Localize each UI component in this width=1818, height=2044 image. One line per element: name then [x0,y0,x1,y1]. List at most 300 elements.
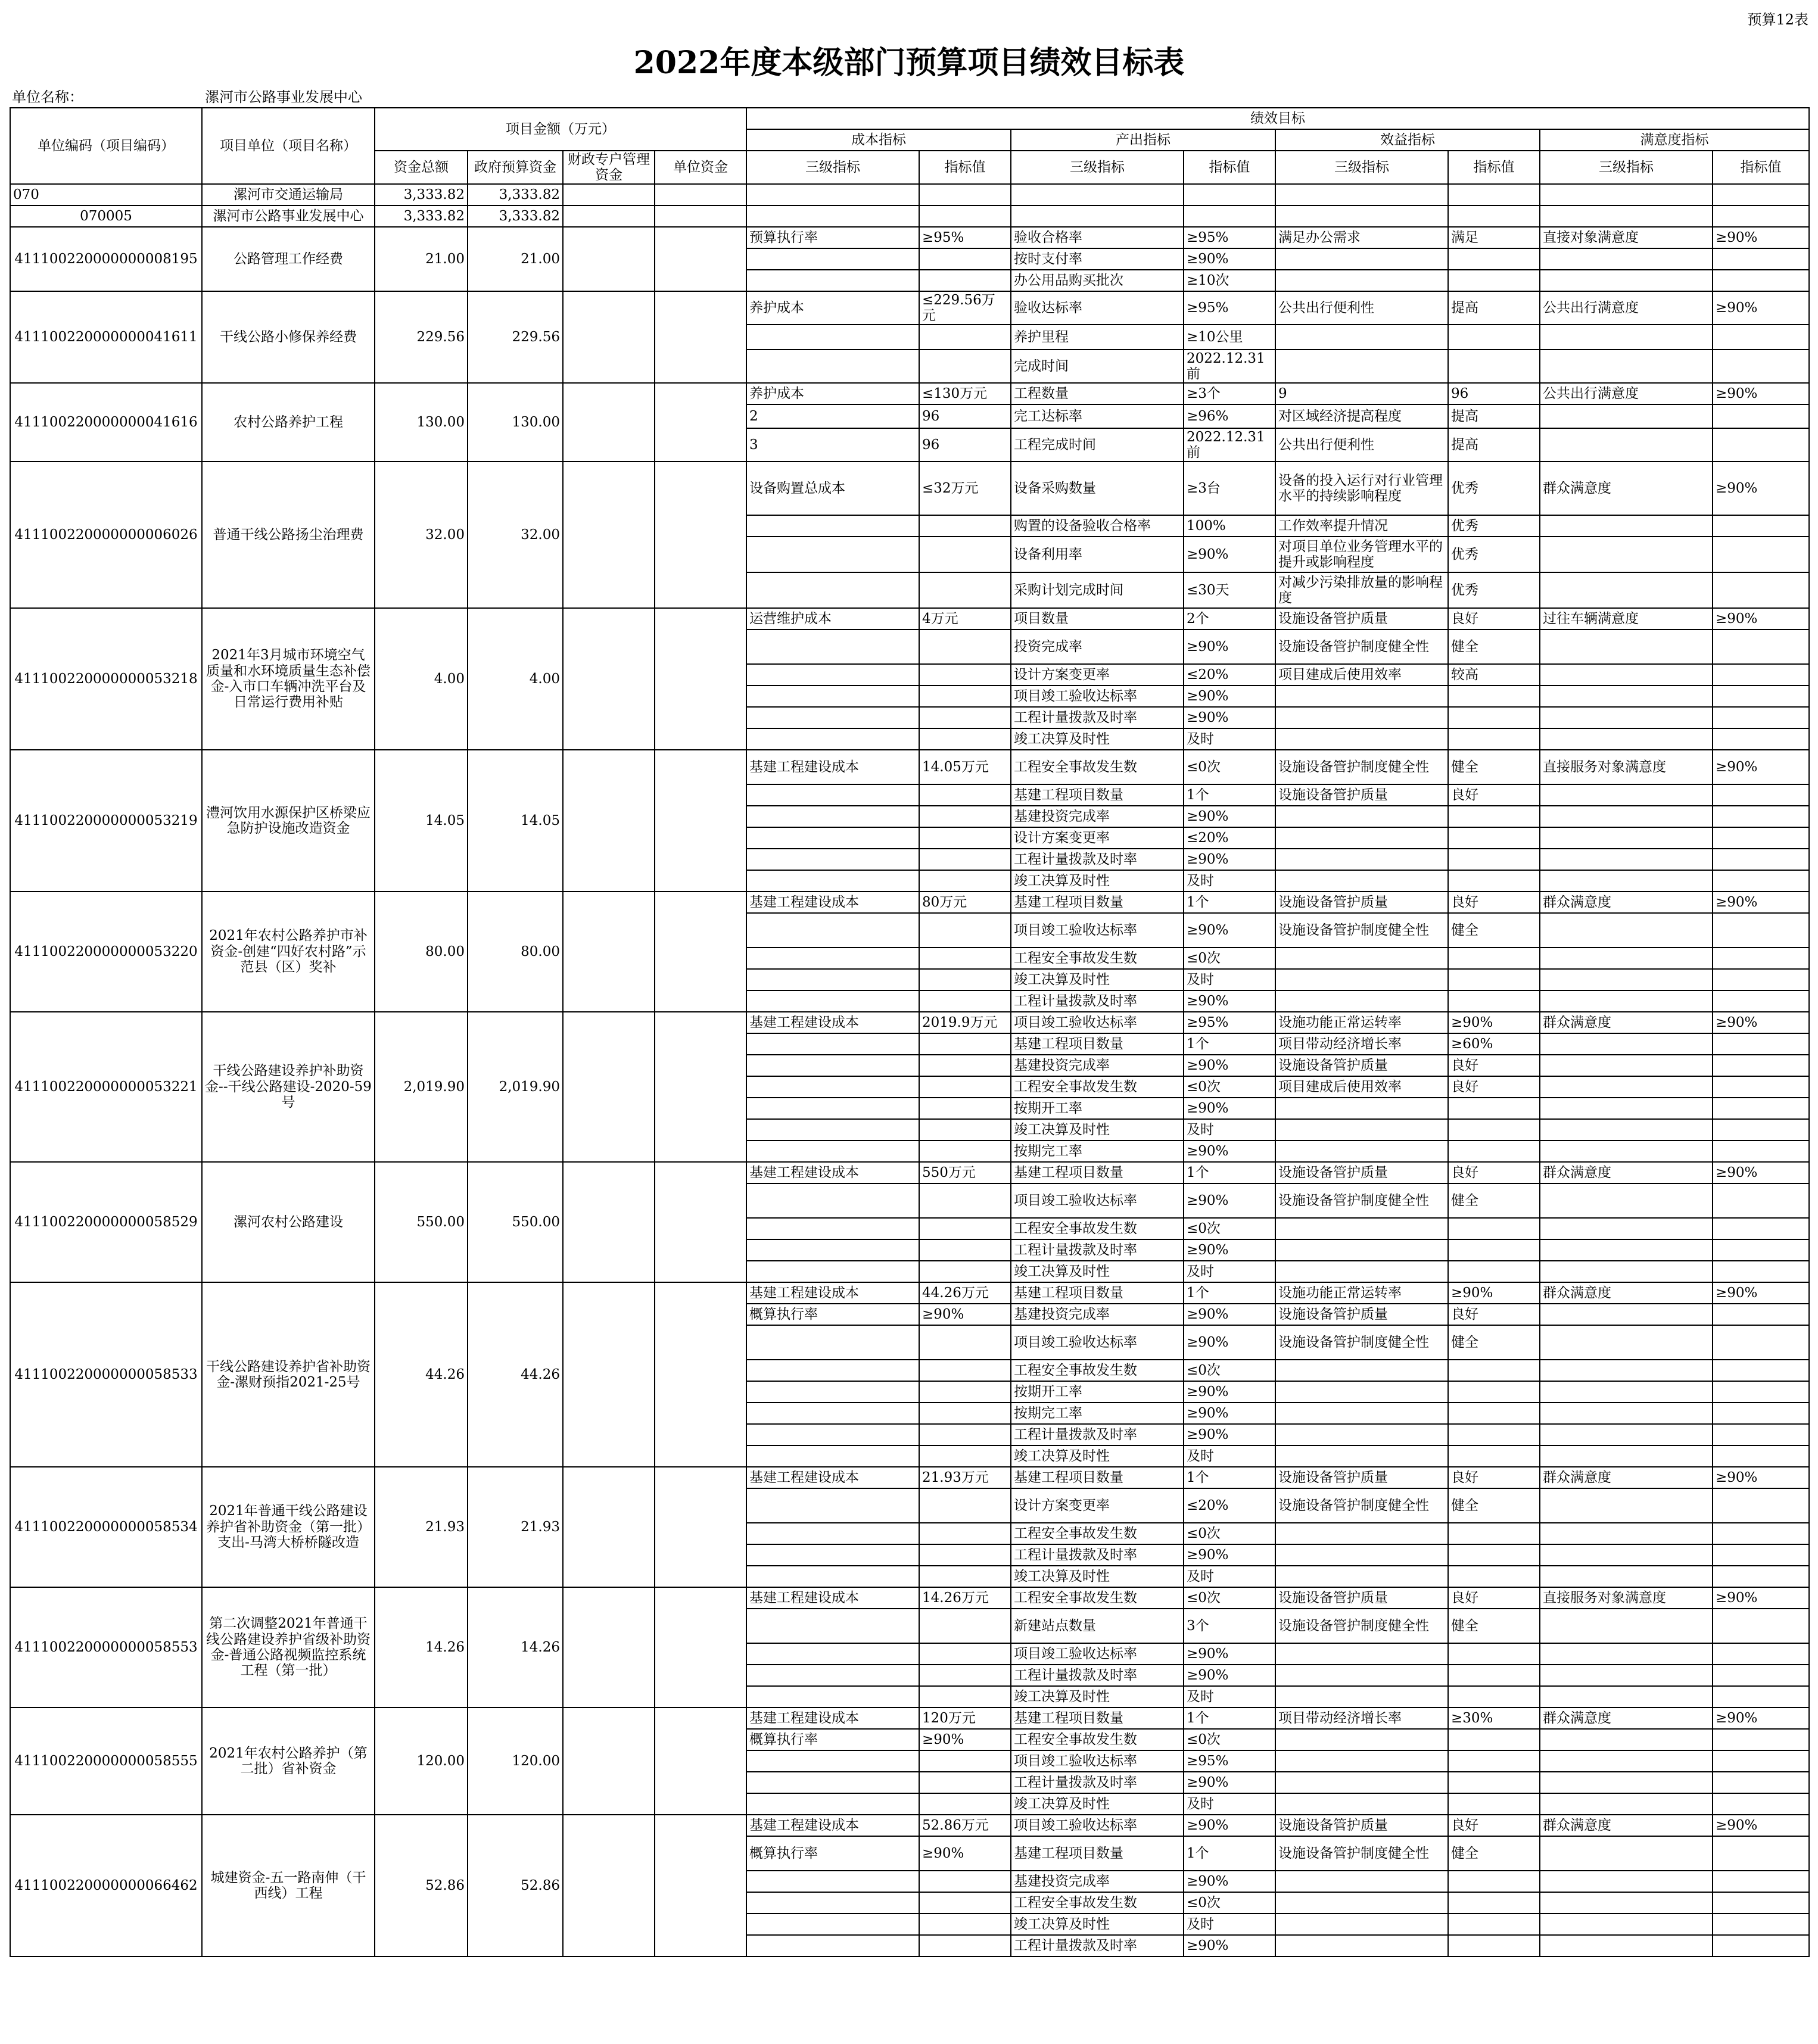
cost-indicator [746,572,919,608]
benefit-indicator [1275,1098,1448,1119]
output-value: 及时 [1184,1793,1275,1815]
satisfaction-indicator: 过往车辆满意度 [1540,608,1713,630]
output-indicator: 验收达标率 [1011,291,1184,325]
project-fiscal-special-funds [563,1708,655,1815]
cost-value [919,1076,1011,1098]
satisfaction-indicator: 群众满意度 [1540,1282,1713,1304]
satisfaction-indicator [1540,990,1713,1012]
cost-indicator [746,1261,919,1282]
output-indicator: 工程安全事故发生数 [1011,1523,1184,1544]
cost-indicator [746,948,919,969]
cost-indicator [746,1033,919,1055]
satisfaction-value [1713,827,1809,849]
satisfaction-indicator: 群众满意度 [1540,1162,1713,1183]
satisfaction-value [1713,1033,1809,1055]
satisfaction-indicator [1540,1914,1713,1935]
project-total-funds: 229.56 [375,291,468,383]
summary-fiscal-special [563,205,655,227]
output-value: 及时 [1184,969,1275,990]
table-row [10,1587,1809,1609]
satisfaction-indicator [1540,1098,1713,1119]
satisfaction-indicator [1540,1360,1713,1381]
satisfaction-indicator [1540,1055,1713,1076]
cost-indicator: 设备购置总成本 [746,462,919,515]
benefit-value [1448,686,1540,707]
cost-indicator [746,1239,919,1261]
benefit-value: 良好 [1448,608,1540,630]
benefit-value: 96 [1448,383,1540,404]
benefit-value: 健全 [1448,1488,1540,1523]
satisfaction-indicator [1540,404,1713,428]
output-value: ≥90% [1184,990,1275,1012]
cost-value [919,1935,1011,1956]
output-value: ≥3台 [1184,462,1275,515]
project-total-funds: 21.93 [375,1467,468,1587]
benefit-indicator [1275,870,1448,892]
table-row [10,291,1809,325]
output-indicator: 按期完工率 [1011,1403,1184,1424]
output-indicator: 工程安全事故发生数 [1011,1892,1184,1914]
output-value: ≤0次 [1184,1360,1275,1381]
cost-value [919,1686,1011,1708]
output-indicator: 工程数量 [1011,383,1184,404]
output-indicator: 设计方案变更率 [1011,1488,1184,1523]
summary-gov-budget: 3,333.82 [468,184,563,205]
cost-indicator [746,1055,919,1076]
cost-indicator [746,1403,919,1424]
summary-row-department [10,184,1809,205]
satisfaction-indicator: 直接对象满意度 [1540,227,1713,248]
benefit-value: 健全 [1448,913,1540,948]
benefit-value [1448,1381,1540,1403]
project-unit-funds [655,1815,746,1956]
page-title: 2022年度本级部门预算项目绩效目标表 [633,45,1185,81]
satisfaction-value [1713,350,1809,383]
summary-gov-budget: 3,333.82 [468,205,563,227]
output-value: ≤30天 [1184,572,1275,608]
header-satisfaction-level3: 三级指标 [1540,151,1713,184]
project-gov-budget-funds: 2,019.90 [468,1012,563,1162]
cost-value [919,1055,1011,1076]
cost-value: 44.26万元 [919,1282,1011,1304]
satisfaction-indicator [1540,1609,1713,1643]
project-code: 411100220000000053221 [10,1012,202,1162]
benefit-value [1448,1566,1540,1587]
summary-code: 070005 [10,205,202,227]
output-indicator: 基建投资完成率 [1011,806,1184,827]
output-value: ≥90% [1184,248,1275,270]
satisfaction-value [1713,990,1809,1012]
benefit-indicator [1275,686,1448,707]
output-value: ≥90% [1184,1239,1275,1261]
benefit-value: 健全 [1448,750,1540,784]
satisfaction-value [1713,1566,1809,1587]
benefit-value: 健全 [1448,1183,1540,1218]
benefit-value: 健全 [1448,630,1540,664]
cost-value [919,1488,1011,1523]
cost-value [919,1218,1011,1239]
cost-value [919,572,1011,608]
output-indicator: 工程计量拨款及时率 [1011,990,1184,1012]
benefit-indicator: 设施设备管护质量 [1275,1162,1448,1183]
satisfaction-value [1713,1729,1809,1750]
satisfaction-indicator [1540,1119,1713,1141]
header-benefit-level3: 三级指标 [1275,151,1448,184]
benefit-indicator [1275,1772,1448,1793]
output-indicator: 工程计量拨款及时率 [1011,1544,1184,1566]
output-value: ≥90% [1184,1935,1275,1956]
output-indicator: 基建工程项目数量 [1011,784,1184,806]
output-indicator: 工程计量拨款及时率 [1011,849,1184,870]
satisfaction-indicator [1540,827,1713,849]
cost-indicator: 基建工程建设成本 [746,750,919,784]
satisfaction-value [1713,1055,1809,1076]
satisfaction-value [1713,784,1809,806]
benefit-value [1448,1141,1540,1162]
cost-indicator [746,1183,919,1218]
benefit-indicator [1275,1445,1448,1467]
project-total-funds: 4.00 [375,608,468,750]
project-fiscal-special-funds [563,1162,655,1282]
benefit-indicator: 项目建成后使用效率 [1275,664,1448,686]
satisfaction-value [1713,1360,1809,1381]
satisfaction-value: ≥90% [1713,1708,1809,1729]
satisfaction-value [1713,1119,1809,1141]
table-row [10,227,1809,248]
project-fiscal-special-funds [563,1467,655,1587]
benefit-indicator: 设施设备管护制度健全性 [1275,913,1448,948]
output-value: 1个 [1184,1467,1275,1488]
output-indicator: 项目竣工验收达标率 [1011,686,1184,707]
output-indicator: 基建工程项目数量 [1011,892,1184,913]
output-value: 及时 [1184,1445,1275,1467]
benefit-indicator [1275,1218,1448,1239]
output-indicator: 完工达标率 [1011,404,1184,428]
satisfaction-value [1713,515,1809,537]
header-gov-budget-funds: 政府预算资金 [468,151,563,184]
benefit-value: 健全 [1448,1325,1540,1360]
cost-value [919,350,1011,383]
cost-indicator: 预算执行率 [746,227,919,248]
benefit-value: 健全 [1448,1609,1540,1643]
cost-indicator [746,270,919,291]
benefit-value [1448,806,1540,827]
output-value: ≥90% [1184,1304,1275,1325]
project-name: 公路管理工作经费 [202,227,375,291]
cost-value [919,849,1011,870]
cost-indicator [746,806,919,827]
cost-indicator: 基建工程建设成本 [746,1815,919,1836]
cost-indicator: 概算执行率 [746,1729,919,1750]
cost-indicator: 基建工程建设成本 [746,1282,919,1304]
cost-indicator [746,1609,919,1643]
satisfaction-value [1713,1218,1809,1239]
cost-indicator [746,1643,919,1665]
satisfaction-indicator [1540,806,1713,827]
project-code: 411100220000000058534 [10,1467,202,1587]
output-value: ≤0次 [1184,1892,1275,1914]
benefit-indicator [1275,1914,1448,1935]
cost-indicator [746,630,919,664]
cost-value: ≥90% [919,1729,1011,1750]
cost-value [919,1523,1011,1544]
table-row [10,1467,1809,1488]
output-indicator: 工程计量拨款及时率 [1011,1772,1184,1793]
satisfaction-value [1713,1871,1809,1892]
satisfaction-indicator [1540,948,1713,969]
output-value: ≥90% [1184,1403,1275,1424]
satisfaction-value [1713,948,1809,969]
cost-indicator: 概算执行率 [746,1836,919,1871]
benefit-indicator [1275,350,1448,383]
benefit-indicator [1275,1523,1448,1544]
cost-indicator [746,1218,919,1239]
cost-value: ≥90% [919,1836,1011,1871]
output-value: ≥90% [1184,686,1275,707]
satisfaction-indicator: 群众满意度 [1540,1708,1713,1729]
cost-value [919,630,1011,664]
benefit-value: 优秀 [1448,462,1540,515]
output-indicator: 基建投资完成率 [1011,1055,1184,1076]
satisfaction-indicator [1540,1403,1713,1424]
table-header [10,108,1809,184]
cost-indicator: 运营维护成本 [746,608,919,630]
benefit-value [1448,1643,1540,1665]
output-value: ≥90% [1184,1381,1275,1403]
project-gov-budget-funds: 120.00 [468,1708,563,1815]
satisfaction-value [1713,1261,1809,1282]
benefit-value [1448,1871,1540,1892]
satisfaction-value [1713,686,1809,707]
output-value: ≤0次 [1184,1076,1275,1098]
satisfaction-value [1713,1523,1809,1544]
satisfaction-indicator [1540,1871,1713,1892]
satisfaction-value [1713,1098,1809,1119]
satisfaction-value [1713,1544,1809,1566]
benefit-value [1448,1403,1540,1424]
cost-indicator: 基建工程建设成本 [746,1162,919,1183]
cost-indicator [746,1445,919,1467]
cost-indicator [746,1914,919,1935]
project-name: 干线公路小修保养经费 [202,291,375,383]
output-value: 1个 [1184,1162,1275,1183]
satisfaction-indicator [1540,1523,1713,1544]
satisfaction-value [1713,1183,1809,1218]
output-indicator: 竣工决算及时性 [1011,1261,1184,1282]
benefit-indicator [1275,1566,1448,1587]
output-indicator: 新建站点数量 [1011,1609,1184,1643]
header-amount-group: 项目金额（万元） [375,108,746,151]
output-value: ≥3个 [1184,383,1275,404]
cost-indicator [746,990,919,1012]
project-code: 411100220000000006026 [10,462,202,608]
cost-value: 21.93万元 [919,1467,1011,1488]
satisfaction-value [1713,870,1809,892]
benefit-indicator [1275,806,1448,827]
satisfaction-indicator [1540,969,1713,990]
project-unit-funds [655,750,746,892]
satisfaction-indicator [1540,572,1713,608]
output-indicator: 项目竣工验收达标率 [1011,1012,1184,1033]
header-total-funds: 资金总额 [375,151,468,184]
cost-value [919,686,1011,707]
satisfaction-value [1713,1665,1809,1686]
summary-row-unit [10,205,1809,227]
project-total-funds: 21.00 [375,227,468,291]
satisfaction-indicator: 公共出行满意度 [1540,383,1713,404]
output-indicator: 项目竣工验收达标率 [1011,1325,1184,1360]
benefit-value: 优秀 [1448,515,1540,537]
satisfaction-indicator [1540,707,1713,728]
cost-indicator: 基建工程建设成本 [746,892,919,913]
output-value: ≥96% [1184,404,1275,428]
output-value: 1个 [1184,1282,1275,1304]
satisfaction-indicator [1540,350,1713,383]
output-indicator: 基建工程项目数量 [1011,1162,1184,1183]
cost-value: 14.05万元 [919,750,1011,784]
benefit-value: ≥90% [1448,1282,1540,1304]
cost-indicator [746,870,919,892]
project-total-funds: 14.05 [375,750,468,892]
project-gov-budget-funds: 52.86 [468,1815,563,1956]
benefit-indicator [1275,1750,1448,1772]
satisfaction-value [1713,325,1809,350]
project-fiscal-special-funds [563,892,655,1012]
project-gov-budget-funds: 229.56 [468,291,563,383]
output-value: ≤0次 [1184,948,1275,969]
satisfaction-value [1713,1914,1809,1935]
cost-value [919,1098,1011,1119]
project-unit-funds [655,892,746,1012]
benefit-indicator: 项目带动经济增长率 [1275,1033,1448,1055]
performance-table [10,107,1810,1957]
benefit-value: 提高 [1448,404,1540,428]
output-indicator: 竣工决算及时性 [1011,728,1184,750]
satisfaction-value [1713,1750,1809,1772]
cost-indicator: 养护成本 [746,383,919,404]
output-indicator: 工程安全事故发生数 [1011,1076,1184,1098]
cost-value [919,1381,1011,1403]
project-code: 411100220000000041616 [10,383,202,462]
cost-indicator [746,1935,919,1956]
cost-indicator [746,1665,919,1686]
output-indicator: 设计方案变更率 [1011,664,1184,686]
output-indicator: 工程安全事故发生数 [1011,948,1184,969]
benefit-indicator [1275,1686,1448,1708]
satisfaction-indicator [1540,1566,1713,1587]
cost-indicator [746,325,919,350]
benefit-indicator: 设施设备管护质量 [1275,1467,1448,1488]
benefit-indicator: 项目带动经济增长率 [1275,1708,1448,1729]
cost-indicator [746,849,919,870]
output-indicator: 竣工决算及时性 [1011,1445,1184,1467]
output-indicator: 竣工决算及时性 [1011,870,1184,892]
output-indicator: 竣工决算及时性 [1011,1119,1184,1141]
benefit-value: 提高 [1448,428,1540,462]
cost-value [919,913,1011,948]
satisfaction-indicator [1540,664,1713,686]
cost-indicator [746,248,919,270]
table-row [10,1708,1809,1729]
cost-indicator [746,784,919,806]
project-unit-funds [655,227,746,291]
benefit-value [1448,1935,1540,1956]
benefit-indicator: 设施功能正常运转率 [1275,1012,1448,1033]
satisfaction-indicator [1540,1218,1713,1239]
benefit-value [1448,1914,1540,1935]
project-gov-budget-funds: 21.93 [468,1467,563,1587]
benefit-indicator: 项目建成后使用效率 [1275,1076,1448,1098]
benefit-value [1448,969,1540,990]
cost-indicator: 概算执行率 [746,1304,919,1325]
benefit-value [1448,1261,1540,1282]
output-value: ≥90% [1184,1772,1275,1793]
benefit-value [1448,1523,1540,1544]
benefit-indicator [1275,1871,1448,1892]
cost-indicator [746,1381,919,1403]
header-fiscal-special-funds: 财政专户管理资金 [563,151,655,184]
satisfaction-indicator [1540,248,1713,270]
cost-indicator [746,1098,919,1119]
cost-value: 120万元 [919,1708,1011,1729]
benefit-indicator: 设施设备管护制度健全性 [1275,630,1448,664]
output-indicator: 按期开工率 [1011,1098,1184,1119]
cost-value [919,969,1011,990]
benefit-indicator: 设施设备管护制度健全性 [1275,750,1448,784]
output-value: ≥10公里 [1184,325,1275,350]
output-value: 2个 [1184,608,1275,630]
project-name: 第二次调整2021年普通干线公路建设养护省级补助资金-普通公路视频监控系统工程（第一批） [202,1587,375,1708]
benefit-indicator [1275,827,1448,849]
satisfaction-value [1713,913,1809,948]
satisfaction-value [1713,1643,1809,1665]
table-row [10,750,1809,784]
benefit-value [1448,1119,1540,1141]
header-performance-goals: 绩效目标 [746,108,1809,129]
table-row [10,1162,1809,1183]
cost-value [919,1871,1011,1892]
cost-indicator [746,1325,919,1360]
benefit-indicator: 工作效率提升情况 [1275,515,1448,537]
cost-indicator [746,1772,919,1793]
header-output-level3: 三级指标 [1011,151,1184,184]
output-value: 及时 [1184,1686,1275,1708]
project-name: 干线公路建设养护补助资金--干线公路建设-2020-59号 [202,1012,375,1162]
satisfaction-indicator: 群众满意度 [1540,892,1713,913]
benefit-value [1448,1686,1540,1708]
benefit-value: 良好 [1448,892,1540,913]
benefit-value [1448,1750,1540,1772]
cost-indicator [746,350,919,383]
benefit-indicator: 设施功能正常运转率 [1275,1282,1448,1304]
summary-unit-funds [655,205,746,227]
satisfaction-value [1713,1141,1809,1162]
project-gov-budget-funds: 550.00 [468,1162,563,1282]
benefit-indicator [1275,248,1448,270]
output-value: 100% [1184,515,1275,537]
benefit-value [1448,1360,1540,1381]
satisfaction-value [1713,664,1809,686]
benefit-value [1448,707,1540,728]
project-fiscal-special-funds [563,1282,655,1467]
benefit-value: ≥90% [1448,1012,1540,1033]
benefit-indicator: 设施设备管护制度健全性 [1275,1488,1448,1523]
benefit-value: 良好 [1448,1587,1540,1609]
cost-indicator [746,728,919,750]
output-value: 及时 [1184,870,1275,892]
benefit-indicator: 设施设备管护质量 [1275,892,1448,913]
output-value: ≥90% [1184,707,1275,728]
